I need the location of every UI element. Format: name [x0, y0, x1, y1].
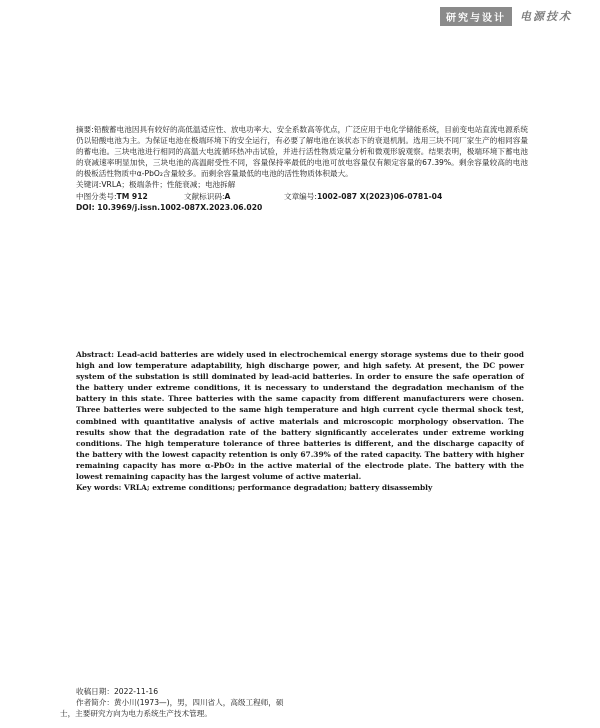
- document-code-value: A: [224, 192, 231, 201]
- journal-name: 电源技术: [520, 10, 572, 23]
- classification-row: [76, 191, 528, 202]
- chinese-keywords-text: VRLA；极端条件；性能衰减；电池拆解: [101, 180, 236, 189]
- doi-label: DOI:: [76, 203, 95, 212]
- page-header: [440, 7, 572, 25]
- english-keywords: Key words: VRLA; extreme conditions; performance degradation; battery disassembly: [76, 483, 433, 493]
- english-abstract-block: [76, 349, 524, 493]
- article-number-label: 文章编号:: [284, 192, 317, 201]
- section-label: 研究与设计: [440, 7, 512, 26]
- article-number-value: 1002-087 X(2023)06-0781-04: [316, 192, 443, 201]
- chinese-keywords: [76, 179, 528, 190]
- document-code-label: 文献标识码:: [184, 192, 225, 201]
- received-date: 收稿日期：2022-11-16: [76, 687, 159, 696]
- footnote: [60, 686, 320, 719]
- chinese-abstract-text: 铅酸蓄电池因具有较好的高低温适应性、放电功率大、安全系数高等优点，广泛应用于电化学储能系统，目前变电站直流电源系统仍以铅酸电池为主。为保证电池在极端环境下的安全运行，有必要了解电池在该状态下的衰退机制。选用三块不同厂家生产的相同容量的蓄电池。三块电池进行相同的高温大电流循环热冲击试验，并进行活性物质定量分析和微观形貌观察。结果表明，极端环境下蓄电池的衰减速率明显加快，三块电池的高温耐受性不同，容量保持率最低的电池可放电容量仅有额定容量的67.39%。剩余容量较高的电池的极板活性物质中α-PbO₂含量较多。而剩余容量最低的电池的活性物质体积最大。: [76, 125, 528, 178]
- chinese-keywords-label: 关键词:: [76, 180, 102, 189]
- doi-value: 10.3969/j.issn.1002-087X.2023.06.020: [97, 203, 263, 212]
- article-number: [284, 191, 442, 202]
- chinese-abstract: [76, 124, 528, 179]
- clc-number: [76, 191, 184, 202]
- author-info-line-2: 士，主要研究方向为电力系统生产技术管理。: [60, 709, 212, 718]
- doi-line: [76, 202, 528, 213]
- chinese-abstract-label: 摘要:: [76, 125, 94, 134]
- clc-value: TM 912: [116, 192, 148, 201]
- document-code: [184, 191, 284, 202]
- chinese-abstract-block: [76, 124, 528, 213]
- english-abstract: Abstract: Lead-acid batteries are widely used in electrochemical energy storage systems due to their good high and low temperature adaptability, high discharge power, and high safety. At present, the DC power system of the substation is still dominated by lead-acid batteries. In order to ensure the safe operation of the battery under extreme conditions, it is necessary to understand the degradation mechanism of the battery in this state. Three batteries with the same capacity from different manufacturers were chosen. Three batteries were subjected to the same high temperature and high current cycle thermal shock test, combined with quantitative analysis of active materials and microscopic morphology observation. The results show that the degradation rate of the battery significantly accelerates under extreme working conditions. The high temperature tolerance of three batteries is different, and the discharge capacity of the battery with the lowest capacity retention is only 67.39% of the rated capacity. The battery with higher remaining capacity has more α-PbO₂ in the active material of the electrode plate. The battery with the lowest remaining capacity has the largest volume of active material.: [76, 350, 524, 482]
- clc-label: 中图分类号:: [76, 192, 117, 201]
- author-info-line-1: 作者简介：黄小川(1973—)，男，四川省人，高级工程师，硕: [76, 698, 284, 707]
